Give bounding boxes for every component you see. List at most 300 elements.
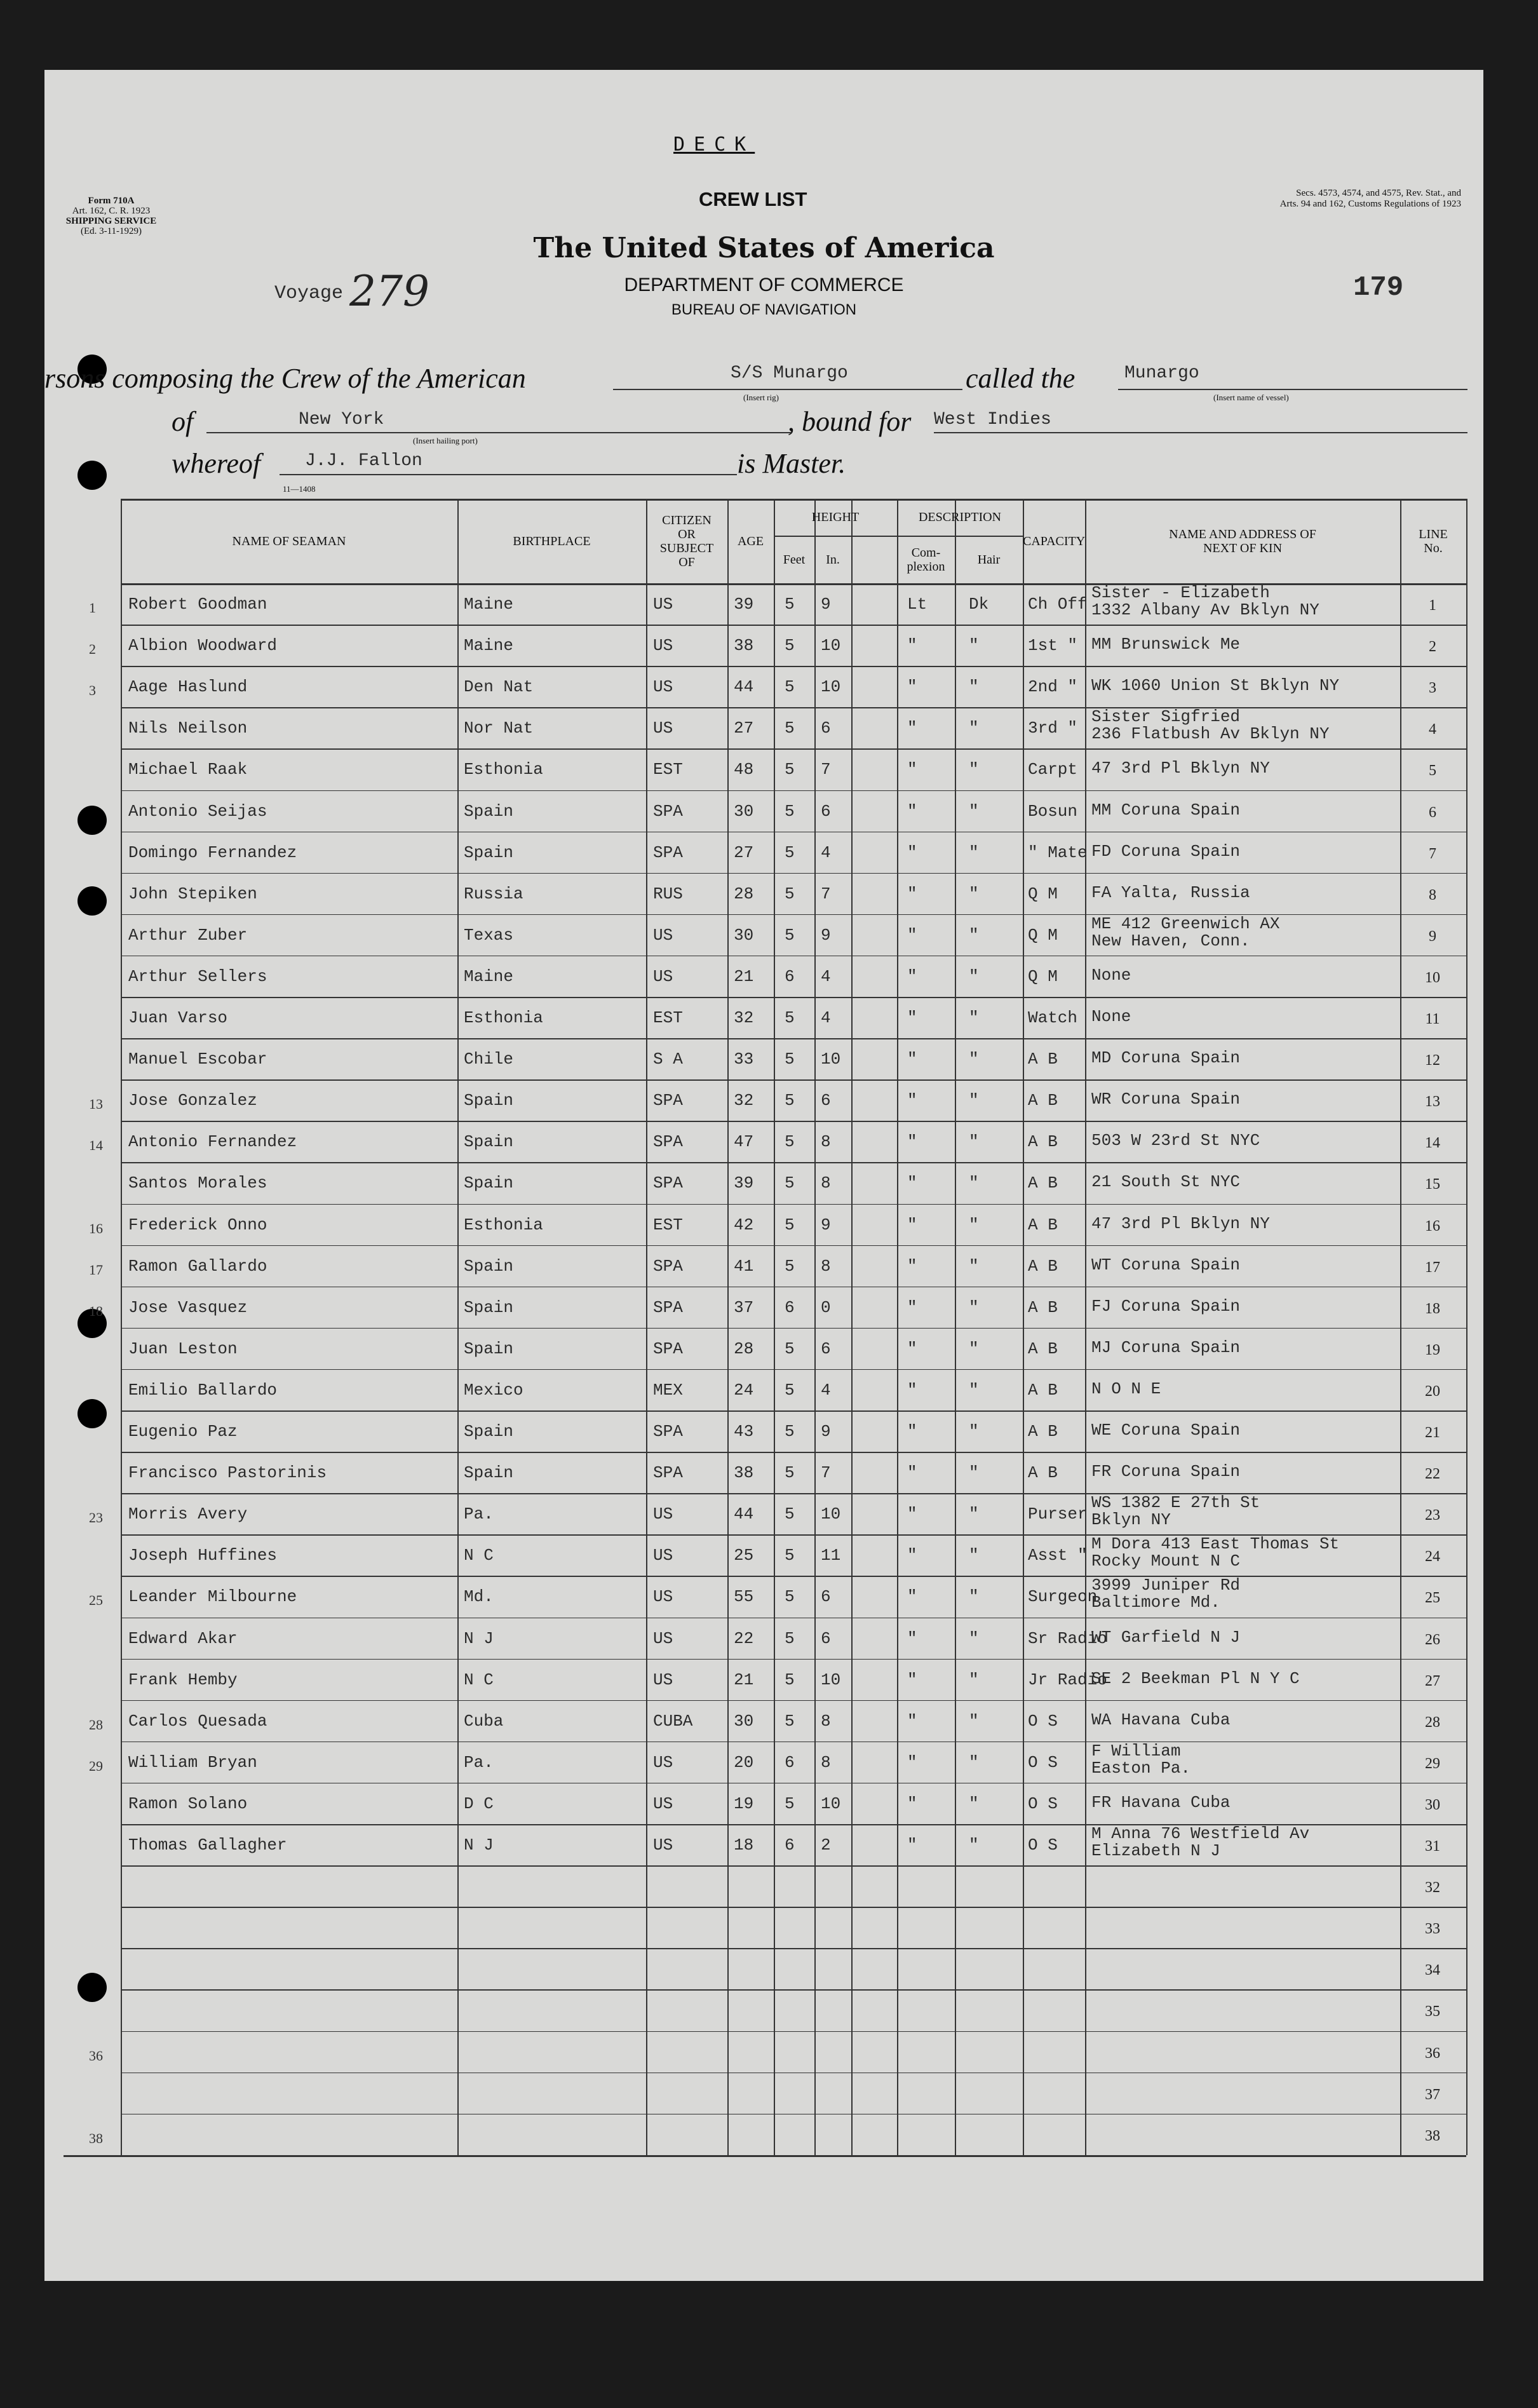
capacity: A B xyxy=(1028,1174,1058,1193)
age: 32 xyxy=(734,1091,754,1111)
next-of-kin: SE 2 Beekman Pl N Y C xyxy=(1091,1668,1300,1688)
height-inches: 9 xyxy=(821,925,831,945)
bound-for-label: , bound for xyxy=(788,406,912,437)
empty-line-number: 33 xyxy=(1425,1921,1440,1938)
line-number: 13 xyxy=(1425,1093,1440,1111)
seaman-name: Emilio Ballardo xyxy=(128,1380,278,1400)
capacity: Jr Radio xyxy=(1028,1670,1107,1689)
margin-line-number: 3 xyxy=(89,682,96,699)
capacity: A B xyxy=(1028,1380,1058,1400)
capacity: A B xyxy=(1028,1422,1058,1441)
header-citizen xyxy=(646,499,727,583)
line-number: 14 xyxy=(1425,1135,1440,1152)
citizenship: US xyxy=(653,1546,673,1566)
age: 28 xyxy=(734,1339,754,1358)
line-number: 9 xyxy=(1429,928,1436,945)
empty-line-number: 37 xyxy=(1425,2086,1440,2103)
age: 20 xyxy=(734,1752,754,1772)
table-row xyxy=(44,625,1483,666)
height-feet: 5 xyxy=(785,1463,795,1483)
birthplace: Pa. xyxy=(464,1505,494,1524)
complexion: " xyxy=(907,1132,917,1152)
age: 39 xyxy=(734,595,754,614)
next-of-kin: WT Garfield N J xyxy=(1091,1627,1241,1647)
header-citizen-line-1: CITIZEN xyxy=(662,513,712,527)
header-hair: Hair xyxy=(977,553,1001,567)
next-of-kin: 3999 Juniper Rd Baltimore Md. xyxy=(1091,1576,1241,1613)
age: 28 xyxy=(734,884,754,903)
table-row xyxy=(44,748,1483,790)
table-row xyxy=(44,832,1483,873)
table-row-rule xyxy=(121,2114,1466,2115)
line-number: 26 xyxy=(1425,1631,1440,1648)
hair: " xyxy=(969,1587,979,1607)
citizenship: SPA xyxy=(653,1297,683,1317)
citizenship: SPA xyxy=(653,1339,683,1358)
hair: " xyxy=(969,1008,979,1027)
age: 38 xyxy=(734,636,754,656)
complexion: " xyxy=(907,1050,917,1069)
birthplace: Esthonia xyxy=(464,760,543,780)
margin-line-number: 2 xyxy=(89,641,96,658)
hair: " xyxy=(969,842,979,862)
age: 39 xyxy=(734,1174,754,1193)
age: 33 xyxy=(734,1050,754,1069)
birthplace: Maine xyxy=(464,636,514,656)
table-row xyxy=(44,1452,1483,1493)
next-of-kin: 21 South St NYC xyxy=(1091,1172,1241,1192)
complexion: " xyxy=(907,760,917,780)
line-number: 6 xyxy=(1429,804,1436,821)
birthplace: Spain xyxy=(464,1339,514,1358)
hair: " xyxy=(969,1628,979,1648)
next-of-kin: WR Coruna Spain xyxy=(1091,1090,1241,1109)
height-feet: 5 xyxy=(785,677,795,697)
birthplace: Spain xyxy=(464,1297,514,1317)
header-citizen-line-3: SUBJECT xyxy=(659,541,714,555)
table-row-rule xyxy=(121,1989,1466,1991)
birthplace: Esthonia xyxy=(464,1215,543,1234)
citizenship: US xyxy=(653,677,673,697)
hair: " xyxy=(969,1670,979,1689)
table-row xyxy=(44,997,1483,1038)
line-number: 5 xyxy=(1429,762,1436,780)
line-number: 12 xyxy=(1425,1052,1440,1069)
hair: " xyxy=(969,1339,979,1358)
complexion: " xyxy=(907,1836,917,1855)
next-of-kin: WT Coruna Spain xyxy=(1091,1255,1241,1275)
seaman-name: Michael Raak xyxy=(128,760,248,780)
hair: " xyxy=(969,1711,979,1731)
line-number: 30 xyxy=(1425,1796,1440,1813)
complexion: " xyxy=(907,719,917,738)
capacity: A B xyxy=(1028,1339,1058,1358)
citizenship: RUS xyxy=(653,884,683,903)
next-of-kin: M Dora 413 East Thomas St Rocky Mount N C xyxy=(1091,1534,1340,1571)
capacity: Asst " xyxy=(1028,1546,1088,1566)
statute-references xyxy=(1163,188,1461,210)
birthplace: Spain xyxy=(464,801,514,821)
height-feet: 5 xyxy=(785,1256,795,1276)
seaman-name: Thomas Gallagher xyxy=(128,1836,287,1855)
empty-line-number: 32 xyxy=(1425,1879,1440,1897)
capacity: A B xyxy=(1028,1132,1058,1152)
age: 19 xyxy=(734,1794,754,1813)
height-inches: 8 xyxy=(821,1174,831,1193)
seaman-name: Robert Goodman xyxy=(128,595,267,614)
capacity: O S xyxy=(1028,1711,1058,1731)
next-of-kin: MM Coruna Spain xyxy=(1091,800,1241,820)
height-feet: 5 xyxy=(785,1380,795,1400)
height-inches: 7 xyxy=(821,1463,831,1483)
table-row xyxy=(44,1742,1483,1783)
crew-list-sheet xyxy=(44,70,1483,2281)
height-feet: 5 xyxy=(785,801,795,821)
empty-line-number: 38 xyxy=(1425,2127,1440,2144)
destination: West Indies xyxy=(934,410,1051,430)
height-feet: 5 xyxy=(785,842,795,862)
header-name-of-seaman: NAME OF SEAMAN xyxy=(232,534,346,548)
form-edition: (Ed. 3-11-1929) xyxy=(80,226,142,236)
complexion: " xyxy=(907,1546,917,1566)
citizenship: S A xyxy=(653,1050,683,1069)
complexion: " xyxy=(907,884,917,903)
complexion: " xyxy=(907,1339,917,1358)
header-line-no xyxy=(1400,499,1466,583)
capacity: Ch Off xyxy=(1028,595,1088,614)
birthplace: Texas xyxy=(464,925,514,945)
header-next-of-kin-line-2: NEXT OF KIN xyxy=(1203,541,1283,555)
birthplace: Spain xyxy=(464,1091,514,1111)
whereof-label: whereof xyxy=(172,448,261,479)
height-feet: 5 xyxy=(785,1050,795,1069)
hair: " xyxy=(969,677,979,697)
seaman-name: Leander Milbourne xyxy=(128,1587,297,1607)
height-feet: 5 xyxy=(785,1711,795,1731)
birthplace: Russia xyxy=(464,884,523,903)
statute-line-1: Secs. 4573, 4574, and 4575, Rev. Stat., and xyxy=(1296,188,1461,198)
deck-stamp: DECK xyxy=(673,133,755,156)
height-feet: 5 xyxy=(785,760,795,780)
next-of-kin: WA Havana Cuba xyxy=(1091,1710,1231,1729)
next-of-kin: WK 1060 Union St Bklyn NY xyxy=(1091,676,1340,696)
rig-caption: (Insert rig) xyxy=(743,393,779,402)
hair: " xyxy=(969,1297,979,1317)
line-number: 20 xyxy=(1425,1383,1440,1400)
citizenship: SPA xyxy=(653,1091,683,1111)
citizenship: SPA xyxy=(653,801,683,821)
complexion: " xyxy=(907,1256,917,1276)
citizenship: SPA xyxy=(653,1256,683,1276)
department-title: DEPARTMENT OF COMMERCE xyxy=(624,274,904,295)
next-of-kin: Sister Sigfried 236 Flatbush Av Bklyn NY xyxy=(1091,707,1330,744)
age: 27 xyxy=(734,842,754,862)
table-row xyxy=(44,1783,1483,1824)
complexion: " xyxy=(907,1794,917,1813)
empty-line-number: 35 xyxy=(1425,2003,1440,2020)
citizenship: SPA xyxy=(653,842,683,862)
line-number: 27 xyxy=(1425,1672,1440,1689)
hair: " xyxy=(969,1505,979,1524)
table-row-rule xyxy=(121,1865,1466,1867)
line-number: 1 xyxy=(1429,597,1436,614)
punch-hole-2 xyxy=(78,461,107,490)
hair: " xyxy=(969,1380,979,1400)
birthplace: Spain xyxy=(464,1463,514,1483)
hair: " xyxy=(969,1546,979,1566)
complexion: " xyxy=(907,1628,917,1648)
age: 21 xyxy=(734,1670,754,1689)
height-feet: 5 xyxy=(785,884,795,903)
hair: " xyxy=(969,1256,979,1276)
complexion: " xyxy=(907,1670,917,1689)
seaman-name: Arthur Zuber xyxy=(128,925,248,945)
seaman-name: John Stepiken xyxy=(128,884,257,903)
table-row xyxy=(44,790,1483,832)
seaman-name: Frederick Onno xyxy=(128,1215,267,1234)
height-inches: 6 xyxy=(821,1339,831,1358)
capacity: Purser xyxy=(1028,1505,1088,1524)
height-inches: 10 xyxy=(821,636,841,656)
line-number: 22 xyxy=(1425,1466,1440,1483)
height-inches: 8 xyxy=(821,1711,831,1731)
complexion: " xyxy=(907,966,917,986)
table-row xyxy=(44,1204,1483,1245)
height-inches: 6 xyxy=(821,719,831,738)
form-article: Art. 162, C. R. 1923 xyxy=(72,206,151,216)
seaman-name: Albion Woodward xyxy=(128,636,278,656)
height-feet: 5 xyxy=(785,925,795,945)
height-inches: 10 xyxy=(821,1670,841,1689)
age: 41 xyxy=(734,1256,754,1276)
margin-line-number: 16 xyxy=(89,1220,103,1236)
birthplace: Den Nat xyxy=(464,677,534,697)
age: 44 xyxy=(734,1505,754,1524)
next-of-kin: None xyxy=(1091,1007,1131,1026)
height-feet: 5 xyxy=(785,636,795,656)
capacity: Carpt xyxy=(1028,760,1078,780)
citizenship: SPA xyxy=(653,1422,683,1441)
height-feet: 6 xyxy=(785,966,795,986)
table-row xyxy=(44,666,1483,707)
birthplace: Md. xyxy=(464,1587,494,1607)
birthplace: Cuba xyxy=(464,1711,504,1731)
header-next-of-kin-line-1: NAME AND ADDRESS OF xyxy=(1169,527,1316,541)
citizenship: SPA xyxy=(653,1174,683,1193)
citizenship: US xyxy=(653,1836,673,1855)
hair: Dk xyxy=(969,595,989,614)
age: 25 xyxy=(734,1546,754,1566)
height-feet: 5 xyxy=(785,1339,795,1358)
header-line-no-line-2: No. xyxy=(1424,541,1443,555)
line-number: 29 xyxy=(1425,1755,1440,1772)
capacity: Watch xyxy=(1028,1008,1078,1027)
citizenship: US xyxy=(653,1587,673,1607)
table-row xyxy=(44,1824,1483,1865)
capacity: Q M xyxy=(1028,884,1058,903)
height-inches: 0 xyxy=(821,1297,831,1317)
age: 18 xyxy=(734,1836,754,1855)
hair: " xyxy=(969,760,979,780)
seaman-name: Manuel Escobar xyxy=(128,1050,267,1069)
capacity: A B xyxy=(1028,1463,1058,1483)
header-citizen-line-4: OF xyxy=(678,555,695,569)
margin-line-number: 29 xyxy=(89,1757,103,1774)
citizenship: EST xyxy=(653,1215,683,1234)
hair: " xyxy=(969,1836,979,1855)
citizenship: US xyxy=(653,719,673,738)
next-of-kin: M Anna 76 Westfield Av Elizabeth N J xyxy=(1091,1824,1310,1860)
seaman-name: Santos Morales xyxy=(128,1174,267,1193)
complexion: " xyxy=(907,636,917,656)
height-inches: 6 xyxy=(821,1628,831,1648)
birthplace: D C xyxy=(464,1794,494,1813)
height-feet: 5 xyxy=(785,1132,795,1152)
line-number: 10 xyxy=(1425,969,1440,986)
crew-list-label: CREW LIST xyxy=(699,188,807,210)
table-row xyxy=(44,1534,1483,1576)
height-feet: 5 xyxy=(785,1091,795,1111)
capacity: 2nd " xyxy=(1028,677,1078,697)
page-number: 179 xyxy=(1353,272,1404,304)
age: 24 xyxy=(734,1380,754,1400)
table-row-rule xyxy=(121,1907,1466,1908)
citizenship: MEX xyxy=(653,1380,683,1400)
height-feet: 5 xyxy=(785,719,795,738)
complexion: " xyxy=(907,1215,917,1234)
header-height: HEIGHT xyxy=(811,510,860,524)
height-inches: 11 xyxy=(821,1546,841,1566)
header-complexion-line-1: Com- xyxy=(911,546,941,560)
capacity: 3rd " xyxy=(1028,719,1078,738)
table-row-rule xyxy=(121,2073,1466,2074)
capacity: A B xyxy=(1028,1091,1058,1111)
complexion: " xyxy=(907,1091,917,1111)
complexion: " xyxy=(907,1711,917,1731)
header-feet: Feet xyxy=(783,553,806,567)
hair: " xyxy=(969,719,979,738)
line-number: 16 xyxy=(1425,1217,1440,1234)
table-row xyxy=(44,914,1483,956)
complexion: " xyxy=(907,1174,917,1193)
height-inches: 10 xyxy=(821,1505,841,1524)
capacity: A B xyxy=(1028,1215,1058,1234)
capacity: 1st " xyxy=(1028,636,1078,656)
hair: " xyxy=(969,1463,979,1483)
table-row xyxy=(44,1079,1483,1121)
height-feet: 5 xyxy=(785,1670,795,1689)
height-feet: 5 xyxy=(785,1794,795,1813)
margin-line-number: 25 xyxy=(89,1592,103,1609)
line-number: 4 xyxy=(1429,721,1436,738)
empty-line-number: 36 xyxy=(1425,2045,1440,2062)
line-number: 11 xyxy=(1425,1011,1440,1027)
margin-line-number: 38 xyxy=(89,2130,103,2146)
next-of-kin: FD Coruna Spain xyxy=(1091,841,1241,861)
height-inches: 8 xyxy=(821,1256,831,1276)
birthplace: Chile xyxy=(464,1050,514,1069)
citizenship: US xyxy=(653,925,673,945)
hair: " xyxy=(969,1752,979,1772)
header-inches: In. xyxy=(826,553,840,567)
age: 38 xyxy=(734,1463,754,1483)
birthplace: Spain xyxy=(464,1256,514,1276)
margin-line-number: 23 xyxy=(89,1510,103,1526)
next-of-kin: N O N E xyxy=(1091,1379,1161,1398)
complexion: " xyxy=(907,1380,917,1400)
seaman-name: Domingo Fernandez xyxy=(128,842,297,862)
next-of-kin: WE Coruna Spain xyxy=(1091,1421,1241,1440)
capacity: O S xyxy=(1028,1836,1058,1855)
seaman-name: Francisco Pastorinis xyxy=(128,1463,327,1483)
empty-line-number: 34 xyxy=(1425,1962,1440,1979)
capacity: " Mate xyxy=(1028,842,1088,862)
table-row xyxy=(44,1162,1483,1203)
table-row xyxy=(44,1576,1483,1617)
table-row xyxy=(44,1245,1483,1287)
seaman-name: Jose Vasquez xyxy=(128,1297,248,1317)
birthplace: N J xyxy=(464,1628,494,1648)
next-of-kin: ME 412 Greenwich AX New Haven, Conn. xyxy=(1091,914,1280,950)
called-the-label: called the xyxy=(966,363,1076,394)
margin-line-number: 18 xyxy=(89,1302,103,1319)
line-number: 15 xyxy=(1425,1176,1440,1193)
print-code: 11—1408 xyxy=(283,484,316,494)
citizenship: US xyxy=(653,1752,673,1772)
complexion: " xyxy=(907,1463,917,1483)
line-number: 3 xyxy=(1429,680,1436,697)
complexion: " xyxy=(907,1008,917,1027)
hair: " xyxy=(969,801,979,821)
table-row xyxy=(44,1659,1483,1700)
height-feet: 6 xyxy=(785,1297,795,1317)
seaman-name: Juan Varso xyxy=(128,1008,228,1027)
citizenship: US xyxy=(653,1670,673,1689)
citizenship: US xyxy=(653,1628,673,1648)
line-number: 23 xyxy=(1425,1507,1440,1524)
height-feet: 6 xyxy=(785,1836,795,1855)
height-inches: 6 xyxy=(821,1587,831,1607)
age: 43 xyxy=(734,1422,754,1441)
birthplace: Maine xyxy=(464,966,514,986)
header-birthplace: BIRTHPLACE xyxy=(513,534,591,548)
line-number: 8 xyxy=(1429,886,1436,903)
header-complexion xyxy=(897,537,955,583)
height-feet: 5 xyxy=(785,1587,795,1607)
height-inches: 9 xyxy=(821,1422,831,1441)
seaman-name: Aage Haslund xyxy=(128,677,248,697)
voyage-label: Voyage xyxy=(274,283,344,304)
age: 55 xyxy=(734,1587,754,1607)
capacity: Bosun xyxy=(1028,801,1078,821)
capacity: A B xyxy=(1028,1256,1058,1276)
hair: " xyxy=(969,1132,979,1152)
bureau-title: BUREAU OF NAVIGATION xyxy=(671,301,857,318)
birthplace: Spain xyxy=(464,1132,514,1152)
of-label: of xyxy=(172,406,194,437)
citizenship: US xyxy=(653,636,673,656)
margin-line-number: 36 xyxy=(89,2047,103,2064)
seaman-name: Carlos Quesada xyxy=(128,1711,267,1731)
header-capacity: CAPACITY xyxy=(1023,534,1086,548)
next-of-kin: FR Coruna Spain xyxy=(1091,1462,1241,1482)
country-title: The United States of America xyxy=(533,232,995,264)
vessel-rig: S/S Munargo xyxy=(731,363,848,383)
hair: " xyxy=(969,966,979,986)
capacity: Sr Radio xyxy=(1028,1628,1107,1648)
statute-line-2: Arts. 94 and 162, Customs Regulations of 1923 xyxy=(1279,199,1461,209)
height-inches: 9 xyxy=(821,595,831,614)
